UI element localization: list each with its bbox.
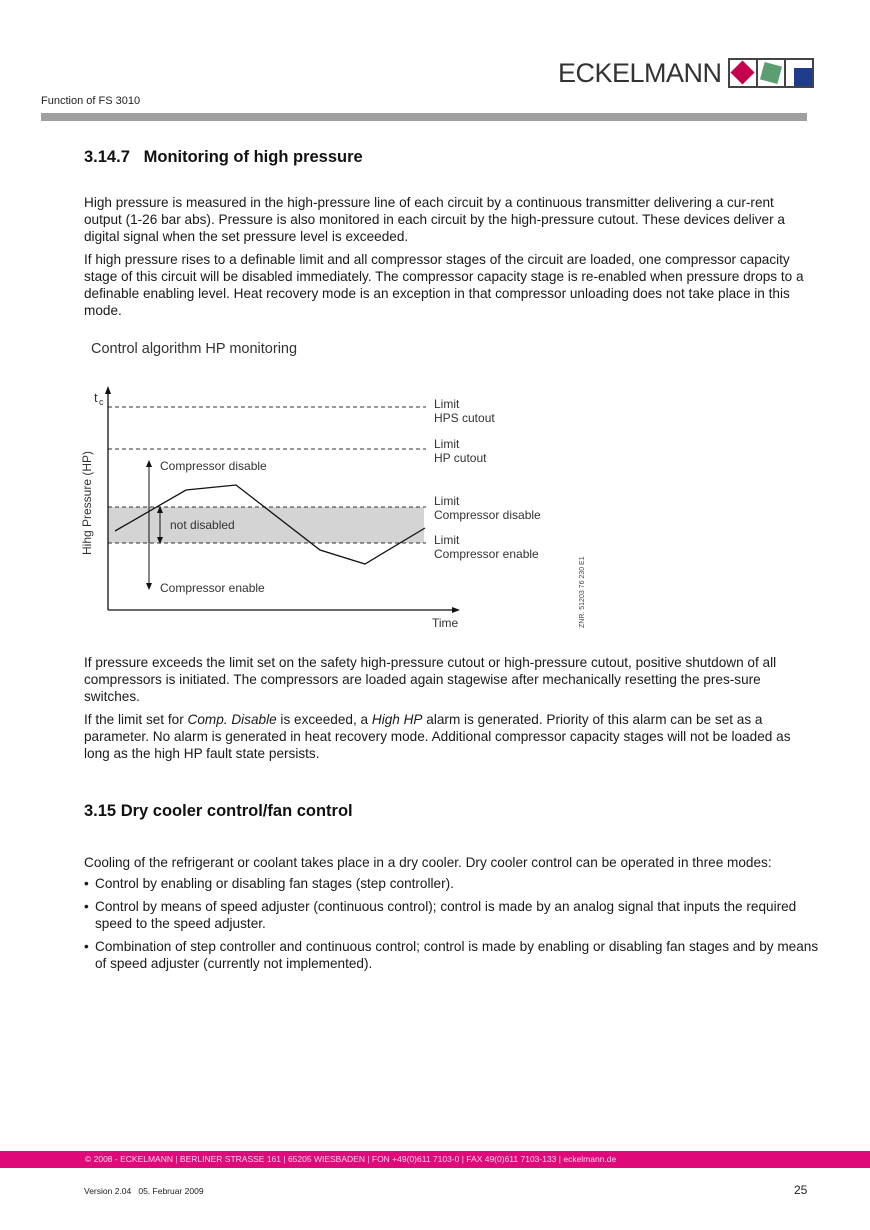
svg-text:Limit: Limit: [434, 437, 460, 451]
section-heading-dry-cooler: 3.15 Dry cooler control/fan control: [84, 802, 353, 820]
paragraph: Cooling of the refrigerant or coolant takes place in a dry cooler. Dry cooler control can be operated in three modes:: [84, 855, 772, 870]
list-item: • Control by means of speed adjuster (continuous control); control is made by an analog signal that inputs the required speed to the speed adjuster.: [84, 899, 797, 931]
section-heading-high-pressure: 3.14.7 Monitoring of high pressure: [84, 148, 363, 166]
svg-text:Compressor enable: Compressor enable: [434, 547, 539, 561]
brand-name: ECKELMANN: [558, 58, 722, 88]
svg-text:HPS cutout: HPS cutout: [434, 411, 495, 425]
svg-text:ZNR. 51203 76 230 E1: ZNR. 51203 76 230 E1: [579, 556, 586, 628]
list-item: • Control by enabling or disabling fan stages (step controller).: [84, 876, 454, 891]
y-axis-symbol: t: [94, 390, 98, 405]
svg-text:HP cutout: HP cutout: [434, 451, 487, 465]
figure-title: Control algorithm HP monitoring: [91, 341, 298, 357]
bullet-icon: •: [84, 939, 89, 954]
section-label: Function of FS 3010: [41, 95, 141, 107]
list-item: • Combination of step controller and continuous control; control is made by enabling or disabling fan stages and by means of speed adjuster (currently not implemented).: [84, 939, 819, 971]
brand-squares-icon: [728, 58, 814, 88]
not-disabled-band: [108, 507, 424, 543]
hp-monitoring-diagram: [70, 380, 600, 640]
paragraph: If pressure exceeds the limit set on the safety high-pressure cutout or high-pressure cutout, positive shutdown of all compressors is initiated. The compressors are loaded again stagewise after mechanically resetting the pres-sure switches.: [84, 655, 777, 704]
eckelmann-logo: [558, 58, 814, 88]
paragraph: High pressure is measured in the high-pressure line of each circuit by a continuous transmitter delivering a cur-rent output (1-26 bar abs). Pressure is also monitored in each circuit by the high-pressure cutout. These devices deliver a digital signal when the set pressure level is exceeded.: [84, 195, 785, 244]
svg-text:Limit: Limit: [434, 494, 460, 508]
svg-text:Limit: Limit: [434, 397, 460, 411]
bullet-icon: •: [84, 876, 89, 891]
paragraph: If high pressure rises to a definable limit and all compressor stages of the circuit are loaded, one compressor capacity stage of this circuit will be disabled immediately. The compressor capacity stage is re-enabled when pressure drops to a definable enabling level. Heat recovery mode is an exception in that compressor unloading does not take place in this mode.: [84, 252, 804, 318]
bullet-list: [84, 875, 824, 978]
y-axis-label: Hihg Pressure (HP): [80, 450, 94, 555]
svg-text:Compressor disable: Compressor disable: [434, 508, 541, 522]
header-divider: [41, 113, 807, 121]
paragraph: If the limit set for Comp. Disable is exceeded, a High HP alarm is generated. Priority of this alarm can be set as a parameter. No alarm is generated in heat recovery mode. Additional compressor capacity stages will not be loaded as long as the high HP fault state persists.: [84, 712, 791, 761]
svg-text:not disabled: not disabled: [170, 518, 235, 532]
bullet-icon: •: [84, 899, 89, 914]
y-axis-subscript: c: [99, 397, 104, 407]
svg-text:Time: Time: [432, 616, 459, 630]
emphasis-high-hp: High HP: [371, 712, 423, 727]
footer-version: Version 2.04 05. Februar 2009: [84, 1186, 204, 1196]
page-number: 25: [794, 1183, 808, 1197]
emphasis-comp-disable: Comp. Disable: [187, 712, 277, 727]
footer-contact: © 2008 - ECKELMANN | BERLINER STRASSE 161 | 65205 WIESBADEN | FON +49(0)611 7103-0 | FAX 49(0)611 7103-133 | eckelmann.de: [85, 1154, 617, 1164]
svg-text:Compressor disable: Compressor disable: [160, 459, 267, 473]
svg-text:Limit: Limit: [434, 533, 460, 547]
svg-text:Compressor enable: Compressor enable: [160, 581, 265, 595]
